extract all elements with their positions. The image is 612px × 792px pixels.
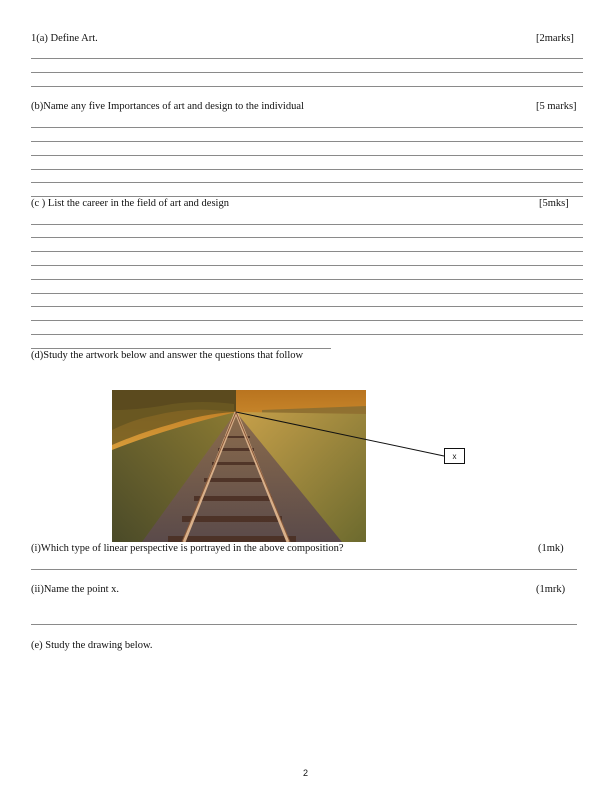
answer-line	[31, 196, 583, 197]
question-1d-text: (d)Study the artwork below and answer the questions that follow	[31, 350, 304, 361]
question-1c-text: (c ) List the career in the field of art and design	[31, 198, 229, 209]
question-1a-text: 1(a) Define Art.	[31, 33, 98, 44]
answer-line	[31, 251, 583, 252]
answer-line	[31, 237, 583, 238]
answer-line	[31, 182, 583, 183]
answer-line	[31, 169, 583, 170]
question-1a-marks: [2marks]	[536, 33, 574, 44]
question-1d-i-marks: (1mk)	[538, 543, 564, 554]
answer-line	[31, 86, 583, 87]
answer-line	[31, 348, 331, 349]
answer-line	[31, 334, 583, 335]
answer-line	[31, 58, 583, 59]
answer-line	[31, 320, 583, 321]
answer-line	[31, 224, 583, 225]
question-1e-text: (e) Study the drawing below.	[31, 640, 153, 651]
answer-line	[31, 155, 583, 156]
question-1d-ii-text: (ii)Name the point x.	[31, 584, 120, 595]
answer-line	[31, 293, 583, 294]
answer-line	[31, 569, 577, 570]
question-1d-i-text: (i)Which type of linear perspective is portrayed in the above composition?	[31, 543, 344, 554]
railway-track-photo	[112, 390, 366, 542]
question-1c-marks: [5mks]	[539, 198, 569, 209]
question-1d-ii-marks: (1mrk)	[536, 584, 566, 595]
answer-line	[31, 265, 583, 266]
answer-line	[31, 624, 577, 625]
point-x-label: x	[444, 448, 465, 464]
answer-line	[31, 279, 583, 280]
answer-line	[31, 141, 583, 142]
question-1b-text: (b)Name any five Importances of art and design to the individual	[31, 101, 304, 112]
answer-line	[31, 127, 583, 128]
question-1b-marks: [5 marks]	[536, 101, 577, 112]
answer-line	[31, 72, 583, 73]
answer-line	[31, 306, 583, 307]
page-number: 2	[303, 768, 309, 778]
